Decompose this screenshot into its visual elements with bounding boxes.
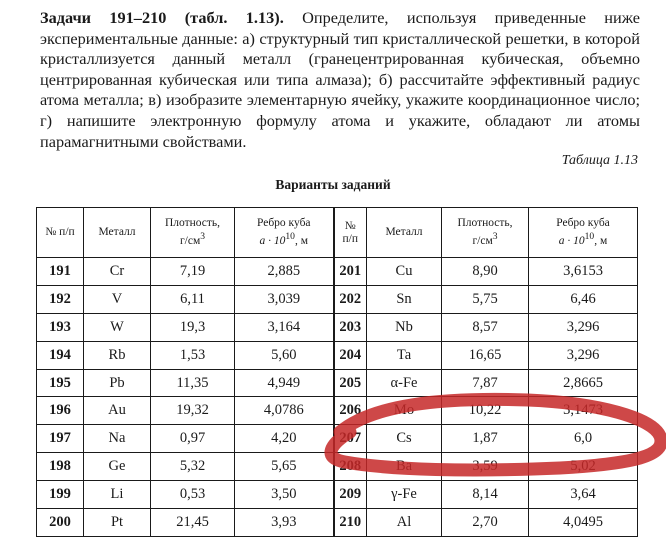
metal-cell: Cu <box>367 258 442 286</box>
variant-number: 194 <box>37 341 84 369</box>
metal-cell: Cs <box>367 425 442 453</box>
table-header-row <box>37 208 638 258</box>
density-cell: 3,59 <box>442 453 529 481</box>
variant-number: 198 <box>37 453 84 481</box>
variant-number: 196 <box>37 397 84 425</box>
density-cell: 5,75 <box>442 285 529 313</box>
edge-cell: 4,949 <box>235 369 334 397</box>
header-density-unit: г/см <box>472 234 493 247</box>
variant-number: 205 <box>334 369 367 397</box>
variant-number: 203 <box>334 313 367 341</box>
density-cell: 8,90 <box>442 258 529 286</box>
density-cell: 16,65 <box>442 341 529 369</box>
density-cell: 19,3 <box>151 313 235 341</box>
metal-cell: α-Fe <box>367 369 442 397</box>
table-row <box>37 509 638 537</box>
edge-cell: 4,0495 <box>529 509 638 537</box>
edge-cell: 6,0 <box>529 425 638 453</box>
metal-cell: Ge <box>84 453 151 481</box>
variant-number: 210 <box>334 509 367 537</box>
header-edge-right <box>529 208 638 258</box>
density-cell: 1,87 <box>442 425 529 453</box>
table-row <box>37 481 638 509</box>
density-cell: 6,11 <box>151 285 235 313</box>
edge-cell: 4,20 <box>235 425 334 453</box>
variant-number: 191 <box>37 258 84 286</box>
density-cell: 7,19 <box>151 258 235 286</box>
variant-number: 207 <box>334 425 367 453</box>
metal-cell: Nb <box>367 313 442 341</box>
table-row <box>37 453 638 481</box>
table-row <box>37 425 638 453</box>
density-cell: 5,32 <box>151 453 235 481</box>
variant-number: 202 <box>334 285 367 313</box>
variant-number: 199 <box>37 481 84 509</box>
header-edge-title: Ребро куба <box>256 217 311 230</box>
metal-cell: Ba <box>367 453 442 481</box>
header-density-unit: г/см <box>179 234 201 247</box>
header-metal-left: Металл <box>84 208 151 258</box>
density-cell: 8,14 <box>442 481 529 509</box>
header-density-left <box>151 208 235 258</box>
metal-cell: Pb <box>84 369 151 397</box>
table-row <box>37 258 638 286</box>
density-cell: 0,97 <box>151 425 235 453</box>
density-cell: 8,57 <box>442 313 529 341</box>
edge-cell: 3,6153 <box>529 258 638 286</box>
table-number-label: Таблица 1.13 <box>561 153 638 168</box>
variant-number: 193 <box>37 313 84 341</box>
edge-cell: 2,8665 <box>529 369 638 397</box>
edge-cell: 3,164 <box>235 313 334 341</box>
header-num-left: № п/п <box>37 208 84 258</box>
header-density-right <box>442 208 529 258</box>
density-cell: 7,87 <box>442 369 529 397</box>
metal-cell: Pt <box>84 509 151 537</box>
density-cell: 11,35 <box>151 369 235 397</box>
metal-cell: Al <box>367 509 442 537</box>
header-metal-right: Металл <box>367 208 442 258</box>
header-edge-unit: , м <box>594 234 608 247</box>
density-cell: 21,45 <box>151 509 235 537</box>
density-cell: 10,22 <box>442 397 529 425</box>
table-row <box>37 313 638 341</box>
variant-number: 208 <box>334 453 367 481</box>
edge-cell: 5,65 <box>235 453 334 481</box>
metal-cell: Cr <box>84 258 151 286</box>
edge-cell: 3,296 <box>529 341 638 369</box>
edge-cell: 6,46 <box>529 285 638 313</box>
edge-cell: 2,885 <box>235 258 334 286</box>
variant-number: 201 <box>334 258 367 286</box>
density-cell: 19,32 <box>151 397 235 425</box>
density-cell: 1,53 <box>151 341 235 369</box>
variants-table <box>36 207 638 537</box>
header-num-right <box>334 208 367 258</box>
header-edge-exp: 10 <box>584 231 595 243</box>
task-heading: Задачи 191–210 (табл. 1.13). <box>40 8 284 27</box>
edge-cell: 3,296 <box>529 313 638 341</box>
header-edge-symbol: a · 10 <box>558 234 585 247</box>
table-row <box>37 341 638 369</box>
metal-cell: Ta <box>367 341 442 369</box>
metal-cell: Au <box>84 397 151 425</box>
header-edge-symbol: a · 10 <box>259 234 286 247</box>
density-cell: 2,70 <box>442 509 529 537</box>
metal-cell: Mo <box>367 397 442 425</box>
edge-cell: 3,50 <box>235 481 334 509</box>
header-edge-unit: , м <box>294 234 308 247</box>
metal-cell: Sn <box>367 285 442 313</box>
edge-cell: 3,039 <box>235 285 334 313</box>
variant-number: 195 <box>37 369 84 397</box>
variant-number: 209 <box>334 481 367 509</box>
header-density-exp: 3 <box>492 231 498 243</box>
density-cell: 0,53 <box>151 481 235 509</box>
table-row <box>37 285 638 313</box>
metal-cell: V <box>84 285 151 313</box>
edge-cell: 3,64 <box>529 481 638 509</box>
header-density-title: Плотность, <box>457 217 513 230</box>
metal-cell: γ-Fe <box>367 481 442 509</box>
edge-cell: 4,0786 <box>235 397 334 425</box>
header-edge-title: Ребро куба <box>556 217 610 230</box>
table-caption: Варианты заданий <box>275 177 391 192</box>
header-density-exp: 3 <box>200 231 206 243</box>
table-row <box>37 369 638 397</box>
variant-number: 192 <box>37 285 84 313</box>
task-body: Определите, используя приведенные ниже экспериментальные данные: а) структурный тип кристаллической решетки, в которой кристаллизуется данный металл (гранецентрированная кубическая, объемно центрированная кубическая или типа алмаза); б) рассчитайте эффективный радиус атома металла; в) изобразите элементарную ячейку, укажите координационное число; г) напишите электронную формулу атома и укажите, обладают ли атомы парамагнитными свойствами. <box>40 8 640 151</box>
task-statement <box>40 8 640 152</box>
edge-cell: 3,1473 <box>529 397 638 425</box>
header-num-symbol: № <box>344 219 356 232</box>
variant-number: 204 <box>334 341 367 369</box>
variant-number: 200 <box>37 509 84 537</box>
edge-cell: 5,60 <box>235 341 334 369</box>
metal-cell: Rb <box>84 341 151 369</box>
header-num-abbr: п/п <box>342 232 358 245</box>
edge-cell: 5,02 <box>529 453 638 481</box>
header-edge-left <box>235 208 334 258</box>
variant-number: 197 <box>37 425 84 453</box>
variant-number: 206 <box>334 397 367 425</box>
header-density-title: Плотность, <box>164 217 221 230</box>
header-edge-exp: 10 <box>285 231 295 243</box>
table-row <box>37 397 638 425</box>
metal-cell: W <box>84 313 151 341</box>
metal-cell: Li <box>84 481 151 509</box>
edge-cell: 3,93 <box>235 509 334 537</box>
metal-cell: Na <box>84 425 151 453</box>
